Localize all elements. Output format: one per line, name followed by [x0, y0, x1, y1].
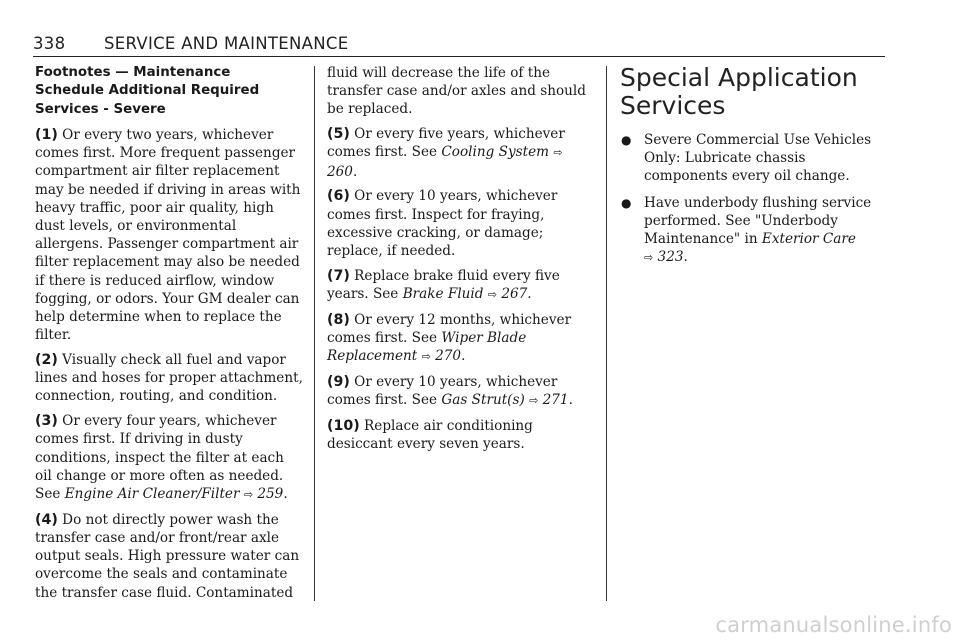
page-ref-arrow-icon: ⇨: [243, 487, 254, 501]
column-divider-left: [314, 66, 315, 601]
cross-reference-link[interactable]: Wiper Blade Replacement: [327, 330, 527, 365]
bullet-icon: ●: [621, 133, 632, 147]
footnote-4: [35, 511, 303, 602]
footnote-number: (6): [327, 188, 350, 205]
section-title: SERVICE AND MAINTENANCE: [104, 34, 349, 53]
footnote-5: [327, 125, 592, 181]
footnote-text: Or every two years, whichever comes first. More frequent passenger compartment air filter replacement may be needed if driving in areas with heavy traffic, poor air quality, high dust levels, or environmental allergens. Passenger compartment air filter replacement may also be needed if there is reduced airflow, window fogging, or odors. Your GM dealer can help determine when to replace the filter.: [35, 126, 301, 344]
column-3: [620, 64, 885, 275]
footnote-text: Or every five years, whichever comes first. See: [327, 126, 565, 161]
footnote-7: [327, 267, 592, 304]
footnote-8: [327, 311, 592, 367]
page-ref-arrow-icon: ⇨: [487, 288, 498, 302]
page-ref-arrow-icon: ⇨: [553, 146, 563, 160]
page-number: 338: [33, 34, 66, 53]
footnote-text-end: .: [527, 286, 532, 303]
footnote-number: (8): [327, 311, 350, 328]
footnote-text-end: .: [461, 348, 466, 365]
footnote-text: Or every four years, whichever comes first. If driving in dusty conditions, inspect the filter at each oil change or more often as needed. See: [35, 413, 284, 502]
footnote-text: Or every 12 months, whichever comes first. See: [327, 311, 572, 347]
page-reference[interactable]: 270: [435, 348, 462, 365]
special-services-title: Special Application Services: [620, 63, 858, 120]
page-reference[interactable]: 271: [542, 392, 569, 409]
footnote-3: [35, 412, 303, 504]
page-ref-arrow-icon: ⇨: [421, 350, 431, 364]
footnote-text: Visually check all fuel and vapor lines and hoses for proper attachment, connection, routing, and condition.: [35, 351, 303, 405]
cross-reference-link[interactable]: Gas Strut(s): [441, 392, 525, 409]
footnote-text-end: .: [352, 163, 358, 180]
page-ref-arrow-icon: ⇨: [529, 394, 539, 408]
footnote-number: (9): [327, 374, 350, 391]
footnote-text: Replace air conditioning desiccant every seven years.: [327, 418, 533, 453]
list-item-text: Severe Commercial Use Vehicles Only: Lubricate chassis components every oil change.: [644, 132, 872, 185]
page-reference[interactable]: 323: [657, 249, 684, 266]
cross-reference-link[interactable]: Exterior Care: [761, 231, 856, 248]
footnote-text-end: .: [283, 485, 288, 502]
footnote-number: (10): [327, 418, 360, 435]
footnote-text: Replace brake fluid every five years. See: [327, 267, 560, 303]
footnote-number: (2): [35, 351, 58, 368]
footnote-text: Or every 10 years, whichever comes first. Inspect for fraying, excessive cracking, or damage; replace, if needed.: [327, 188, 558, 260]
footnote-6: [327, 187, 592, 260]
footnote-1: [35, 126, 303, 344]
page-header: [33, 32, 885, 57]
footnote-2: [35, 351, 303, 406]
footnote-9: [327, 373, 592, 410]
column-2: [327, 64, 592, 460]
cross-reference-link[interactable]: Brake Fluid: [402, 286, 484, 303]
list-item-text: Have underbody flushing service performed. See "Underbody Maintenance" in: [644, 194, 872, 248]
list-item-text-end: .: [683, 249, 688, 266]
list-item: [620, 194, 885, 268]
page-reference[interactable]: 260: [327, 163, 353, 180]
page-reference[interactable]: 267: [501, 286, 528, 303]
footnote-number: (5): [327, 126, 350, 143]
page-reference[interactable]: 259: [257, 485, 284, 502]
footnote-text: Or every 10 years, whichever comes first. See: [327, 374, 558, 409]
cross-reference-link[interactable]: Cooling System: [441, 144, 550, 161]
special-services-list: [620, 131, 885, 267]
footnote-number: (7): [327, 267, 350, 284]
footnote-text: fluid will decrease the life of the transfer case and/or axles and should be replaced.: [327, 65, 586, 118]
watermark-text: carmanualsonline.info: [715, 613, 952, 637]
footnote-number: (4): [35, 511, 58, 528]
column-divider-right: [606, 66, 607, 601]
page-ref-arrow-icon: ⇨: [644, 251, 654, 265]
footnotes-heading: Footnotes — Maintenance Schedule Additional Required Services - Severe: [35, 65, 260, 117]
bullet-icon: ●: [621, 195, 632, 210]
footnote-10: [327, 417, 592, 453]
footnote-number: (3): [35, 413, 58, 430]
footnote-4-continued: [327, 64, 592, 119]
footnote-number: (1): [35, 126, 58, 143]
list-item: [620, 131, 885, 186]
cross-reference-link[interactable]: Engine Air Cleaner/Filter: [64, 485, 240, 502]
footnote-text: Do not directly power wash the transfer case and/or front/rear axle output seals. High pressure water can overcome the seals and contaminate the transfer case fluid. Contaminated: [35, 511, 300, 601]
column-1: [35, 64, 303, 608]
footnote-text-end: .: [568, 392, 573, 409]
